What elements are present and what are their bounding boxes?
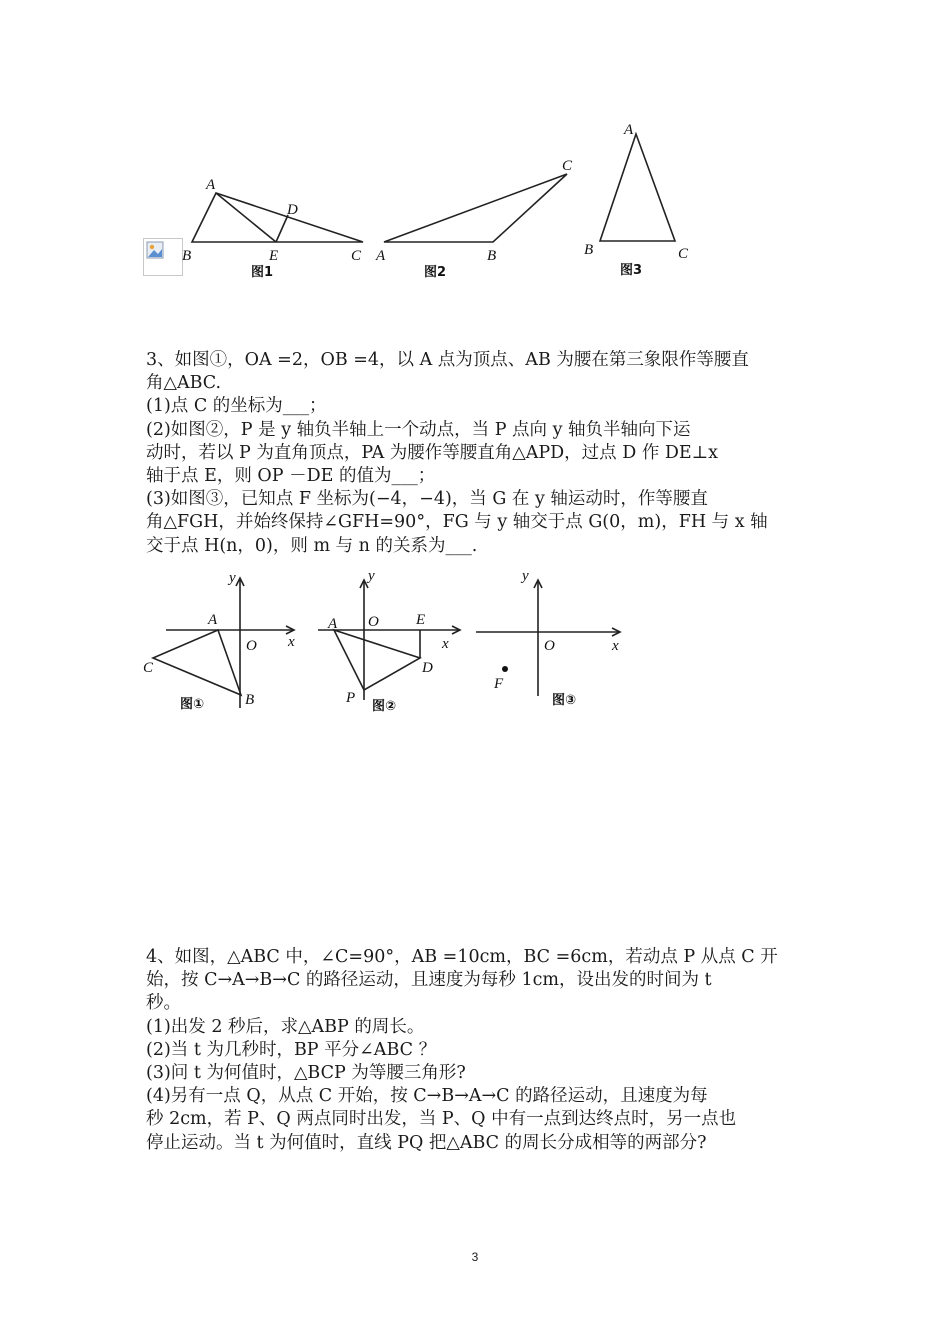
label-o: O — [368, 614, 379, 630]
broken-image-icon — [146, 241, 166, 261]
label-y: y — [522, 568, 529, 584]
label-e: E — [269, 248, 279, 264]
triangle-abc — [153, 630, 241, 695]
problem-3-line: 角△ABC. — [146, 373, 222, 394]
label-c: C — [143, 660, 154, 676]
triangle-apd — [334, 630, 420, 690]
label-a: A — [208, 612, 218, 628]
problem-3-line: 3、如图①，OA =2，OB =4，以 A 点为顶点、AB 为腰在第三象限作等腰直 — [146, 350, 749, 370]
problem-4-line: (3)问 t 为何值时，△BCP 为等腰三角形? — [146, 1063, 466, 1084]
problem-4-line: 秒。 — [146, 993, 181, 1014]
problem-4-line: (4)另有一点 Q，从点 C 开始，按 C→B→A→C 的路径运动，且速度为每 — [146, 1086, 708, 1107]
label-a: A — [376, 248, 386, 264]
problem3-figure-3 — [470, 568, 630, 723]
caption-fig1: 图1 — [251, 265, 274, 280]
problem-4 — [146, 946, 826, 1155]
label-a: A — [624, 122, 634, 138]
caption-fig2: 图2 — [424, 265, 447, 280]
problem-3-line: (2)如图②，P 是 y 轴负半轴上一个动点，当 P 点向 y 轴负半轴向下运 — [146, 419, 691, 440]
problem3-figure-1 — [140, 568, 310, 718]
problem-3-line: 轴于点 E，则 OP －DE 的值为___； — [146, 466, 436, 487]
top-figure-1 — [175, 170, 375, 285]
segment-ae — [216, 193, 276, 242]
label-f: F — [494, 676, 504, 692]
label-b: B — [245, 692, 255, 708]
label-b: B — [182, 248, 192, 264]
label-a: A — [328, 616, 338, 632]
problem-4-line: 停止运动。当 t 为何值时，直线 PQ 把△ABC 的周长分成相等的两部分? — [146, 1132, 707, 1153]
problem-3-line: 动时，若以 P 为直角顶点，PA 为腰作等腰直角△APD，过点 D 作 DE⊥x — [146, 442, 719, 463]
page-number: 3 — [471, 1250, 479, 1264]
problem-3-line: (3)如图③，已知点 F 坐标为(−4，−4)，当 G 在 y 轴运动时，作等腰直 — [146, 489, 708, 510]
label-x: x — [612, 638, 619, 654]
label-c: C — [562, 158, 573, 174]
caption-fig3: 图3 — [620, 263, 643, 278]
label-d: D — [422, 660, 433, 676]
caption-fig2: 图② — [372, 699, 397, 714]
problem-4-line: 始，按 C→A→B→C 的路径运动，且速度为每秒 1cm，设出发的时间为 t — [146, 970, 712, 991]
problem-4-line: 4、如图，△ABC 中，∠C=90°，AB =10cm，BC =6cm，若动点 P 从点 C 开 — [146, 947, 778, 967]
problem-4-line: 秒 2cm，若 P、Q 两点同时出发，当 P、Q 中有一点到达终点时，另一点也 — [146, 1109, 737, 1130]
point-f — [502, 666, 508, 672]
top-figure-3 — [578, 118, 698, 288]
top-figure-2 — [370, 150, 590, 285]
label-y: y — [229, 570, 236, 586]
problem-4-line: (1)出发 2 秒后，求△ABP 的周长。 — [146, 1016, 425, 1037]
problem-3 — [146, 349, 826, 558]
problem-3-line: 交于点 H(n，0)，则 m 与 n 的关系为___. — [146, 535, 478, 556]
problem-3-line: (1)点 C 的坐标为___； — [146, 396, 327, 417]
triangle-abc-2 — [384, 174, 567, 242]
label-b: B — [584, 242, 594, 258]
triangle-abc-3 — [600, 134, 675, 241]
label-o: O — [544, 638, 555, 654]
caption-fig1: 图① — [180, 697, 205, 712]
problem-3-line: 角△FGH，并始终保持∠GFH=90°，FG 与 y 轴交于点 G(0，m)，FH 与 x 轴 — [146, 512, 768, 533]
label-o: O — [246, 638, 257, 654]
label-c: C — [678, 246, 689, 262]
label-d: D — [287, 202, 298, 218]
label-x: x — [442, 636, 449, 652]
label-y: y — [368, 568, 375, 584]
segment-ed — [276, 215, 288, 242]
label-x: x — [288, 634, 295, 650]
problem3-figure-2 — [312, 568, 472, 723]
problem-4-line: (2)当 t 为几秒时，BP 平分∠ABC ？ — [146, 1039, 437, 1060]
label-e: E — [416, 612, 426, 628]
label-p: P — [346, 690, 356, 706]
label-b: B — [487, 248, 497, 264]
triangle-abc — [192, 193, 363, 242]
caption-fig3: 图③ — [552, 693, 577, 708]
label-a: A — [206, 177, 216, 193]
label-c: C — [351, 248, 362, 264]
